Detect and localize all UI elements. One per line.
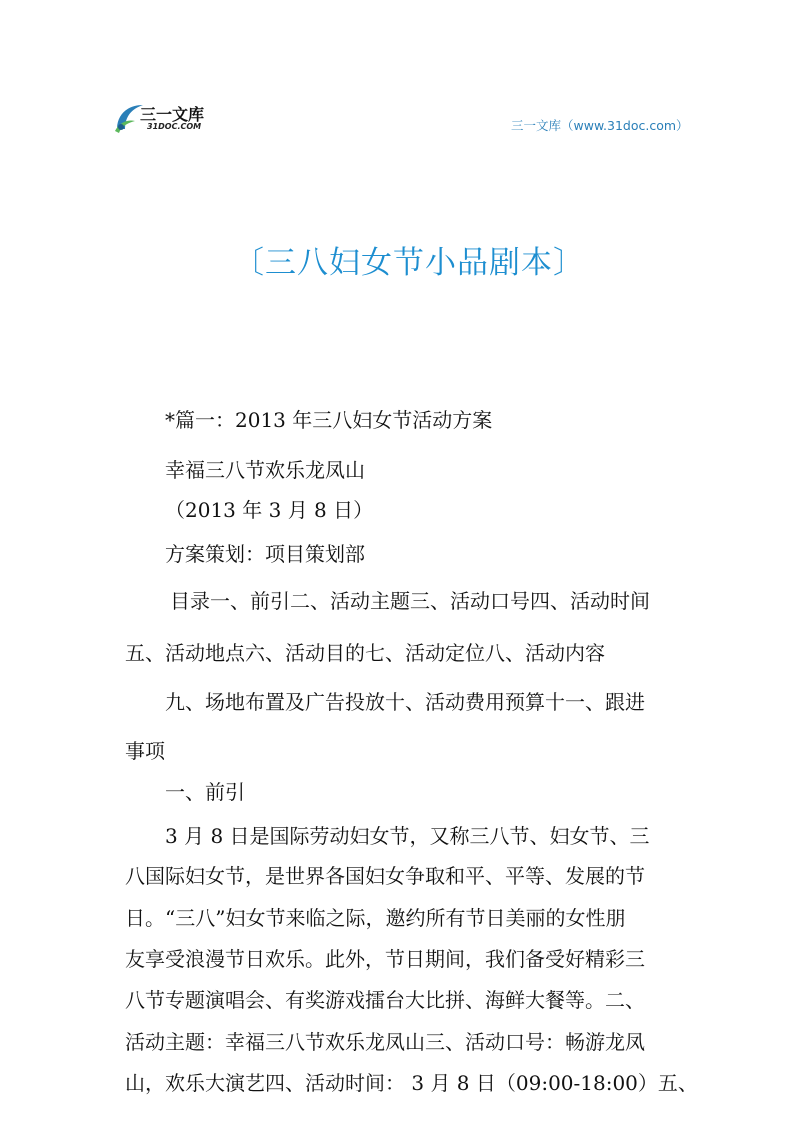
body-line: 五、活动地点六、活动目的七、活动定位八、活动内容: [125, 641, 605, 665]
body-line: （2013 年 3 月 8 日）: [165, 498, 374, 522]
body-line: 山，欢乐大演艺四、活动时间： 3 月 8 日（09:00-18:00）五、: [125, 1071, 698, 1095]
body-line: 活动主题：幸福三八节欢乐龙凤山三、活动口号：畅游龙凤: [125, 1030, 645, 1054]
body-line: 友享受浪漫节日欢乐。此外，节日期间，我们备受好精彩三: [125, 947, 645, 971]
site-logo: [113, 101, 223, 137]
logo-text: 三一文库: [140, 105, 205, 124]
body-line: 3 月 8 日是国际劳动妇女节，又称三八节、妇女节、三: [165, 824, 650, 848]
body-line: 八节专题演唱会、有奖游戏擂台大比拼、海鲜大餐等。二、: [125, 988, 645, 1012]
body-line: 方案策划：项目策划部: [165, 542, 365, 566]
site-link[interactable]: 三一文库（www.31doc.com）: [511, 118, 689, 133]
document-title: 〔三八妇女节小品剧本〕: [233, 245, 585, 281]
body-line: *篇一：2013 年三八妇女节活动方案: [165, 408, 493, 432]
body-line: 日。“三八”妇女节来临之际，邀约所有节日美丽的女性朋: [125, 906, 626, 930]
logo-subtext: 31DOC.COM: [147, 122, 202, 131]
body-line: 八国际妇女节，是世界各国妇女争取和平、平等、发展的节: [125, 864, 645, 888]
body-line: 事项: [125, 739, 165, 763]
body-line: 目录一、前引二、活动主题三、活动口号四、活动时间: [170, 589, 650, 613]
body-line: 九、场地布置及广告投放十、活动费用预算十一、跟进: [165, 690, 645, 714]
body-line: 幸福三八节欢乐龙凤山: [165, 458, 365, 482]
body-line: 一、前引: [165, 780, 245, 804]
